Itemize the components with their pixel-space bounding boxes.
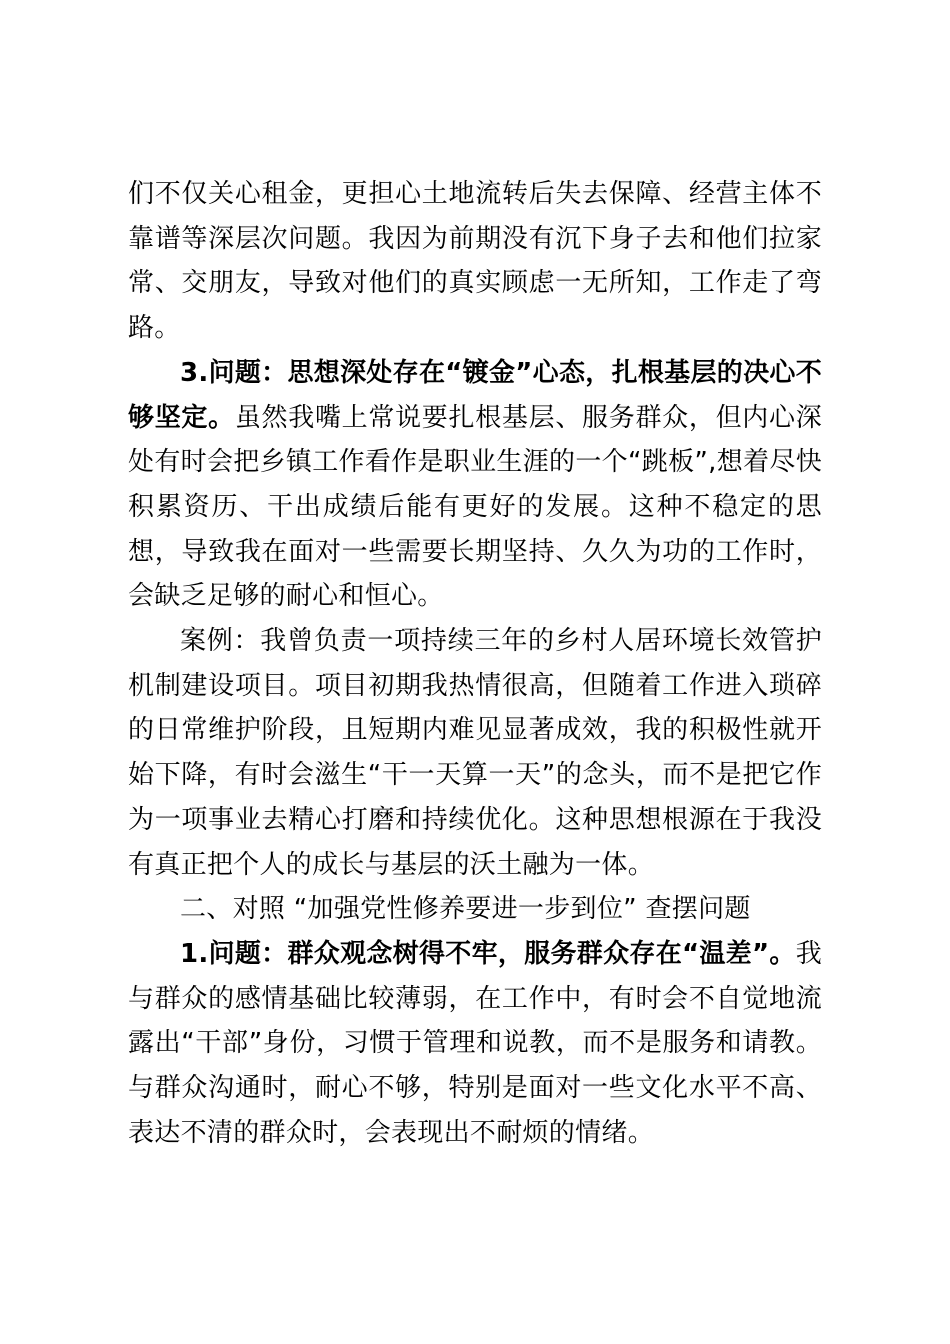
paragraph-text: 我与群众的感情基础比较薄弱，在工作中，有时会不自觉地流露出“干部”身份，习惯于管理和说教，而不是服务和请教。与群众沟通时，耐心不够，特别是面对一些文化水平不高、表达不清的群众时，会表现出不耐烦的情绪。 <box>128 938 822 1148</box>
paragraph-heading: 1.问题：群众观念树得不牢，服务群众存在“温差”。 <box>180 938 796 969</box>
paragraph-heading: 3.问题：思想深处存在“镀金”心态，扎根基层的决心不够坚定。 <box>128 357 822 433</box>
paragraph-text: 虽然我嘴上常说要扎根基层、服务群众，但内心深处有时会把乡镇工作看作是职业生涯的一个“跳板”,想着尽快积累资历、干出成绩后能有更好的发展。这种不稳定的思想，导致我在面对一些需要长期坚持、久久为功的工作时，会缺乏足够的耐心和恒心。 <box>128 402 823 612</box>
section-heading-text: 二、对照 “加强党性修养要进一步到位” 查摆问题 <box>180 894 751 925</box>
paragraph-text: 案例：我曾负责一项持续三年的乡村人居环境长效管护机制建设项目。项目初期我热情很高，但随着工作进入琐碎的日常维护阶段，且短期内难见显著成效，我的积极性就开始下降，有时会滋生“干一天算一天”的念头，而不是把它作为一项事业去精心打磨和持续优化。这种思想根源在于我没有真正把个人的成长与基层的沃土融为一体。 <box>128 626 822 880</box>
paragraph-text: 们不仅关心租金，更担心土地流转后失去保障、经营主体不靠谱等深层次问题。我因为前期没有沉下身子去和他们拉家常、交朋友，导致对他们的真实顾虑一无所知，工作走了弯路。 <box>128 179 822 344</box>
paragraph-case <box>128 619 822 887</box>
document-body <box>128 172 822 1155</box>
section-heading <box>128 887 822 932</box>
paragraph-problem-3 <box>128 351 822 619</box>
paragraph-problem-1 <box>128 932 822 1156</box>
paragraph-continuation <box>128 172 822 351</box>
